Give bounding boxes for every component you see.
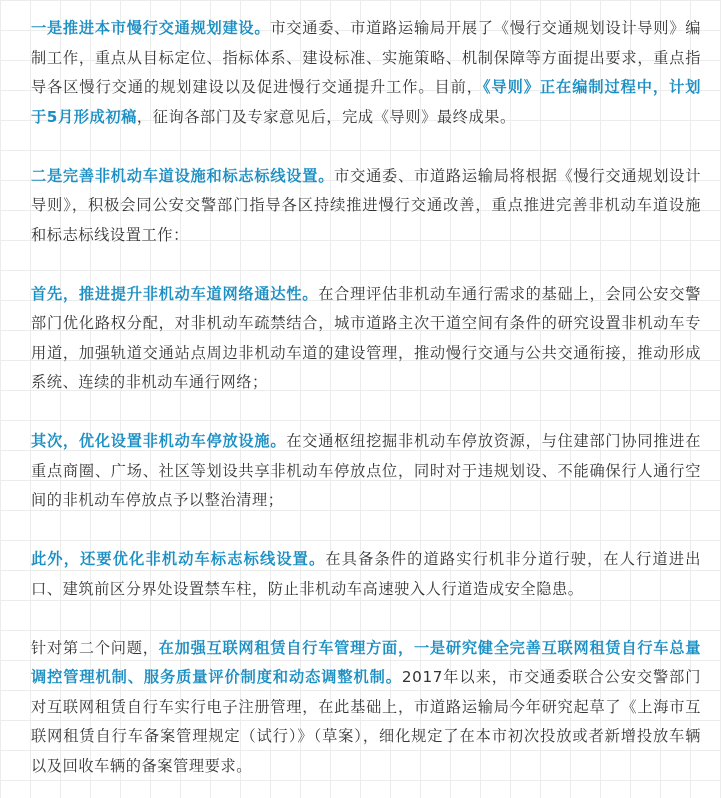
paragraph-gap — [31, 398, 701, 428]
paragraph-signs-markings — [31, 545, 701, 604]
body-text: 针对第二个问题， — [31, 638, 159, 657]
body-text: 2017年以来，市交通委联合公安交警部门对互联网租赁自行车实行电子注册管理，在此基础上，市道路运输局今年研究起草了《上海市互联网租赁自行车备案管理规定（试行）》（草案），细化规定了在本市初次投放或者新增投放车辆以及回收车辆的备案管理要求。 — [31, 668, 701, 775]
highlight-text: 一是推进本市慢行交通规划建设。 — [31, 19, 271, 37]
body-text: 市交通委、市道路运输局将根据《慢行交通规划设计导则》，积极会同公安交警部门指导各区持续推进慢行交通改善，重点推进完善非机动车道设施和标志标线设置工作： — [31, 166, 701, 244]
body-text: 在合理评估非机动车通行需求的基础上，会同公安交警部门优化路权分配，对非机动车疏禁结合，城市道路主次干道空间有条件的研究设置非机动车专用道，加强轨道交通站点周边非机动车道的建设管理，推动慢行交通与公共交通衔接，推动形成系统、连续的非机动车通行网络； — [31, 284, 701, 391]
body-text: 在交通枢纽挖掘非机动车停放资源，与住建部门协同推进在重点商圈、广场、社区等划设共享非机动车停放点位，同时对于违规划设、不能确保行人通行空间的非机动车停放点予以整治清理； — [31, 432, 701, 509]
paragraph-gap — [31, 250, 701, 280]
highlight-text: 其次，优化设置非机动车停放设施。 — [31, 432, 287, 450]
paragraph-bike-sharing-management — [31, 634, 701, 782]
paragraph-slow-traffic-planning — [31, 14, 701, 132]
paragraph-parking-facilities — [31, 427, 701, 516]
highlight-text: 二是完善非机动车道设施和标志标线设置。 — [31, 166, 335, 185]
body-text: 市交通委、市道路运输局开展了《慢行交通规划设计导则》编制工作，重点从目标定位、指标体系、建设标准、实施策略、机制保障等方面提出要求，重点指导各区慢行交通的规划建设以及促进慢行交通提升工作。目前， — [31, 19, 702, 96]
paragraph-gap — [31, 132, 701, 162]
body-text: 在具备条件的道路实行机非分道行驶，在人行道进出口、建筑前区分界处设置禁车柱，防止非机动车高速驶入人行道造成安全隐患。 — [31, 550, 701, 598]
highlight-text: 首先，推进提升非机动车道网络通达性。 — [31, 284, 319, 303]
paragraph-gap — [31, 604, 701, 634]
paragraph-network-connectivity — [31, 280, 701, 398]
body-text: ，征询各部门及专家意见后，完成《导则》最终成果。 — [136, 107, 516, 126]
paragraph-bike-lane-facilities — [31, 162, 701, 251]
paragraph-gap — [31, 516, 701, 546]
highlight-text: 在加强互联网租赁自行车管理方面，一是研究健全完善互联网租赁自行车总量调控管理机制、服务质量评价制度和动态调整机制。 — [31, 638, 701, 686]
highlight-text: 《导则》正在编制过程中，计划于5月形成初稿 — [31, 78, 701, 126]
highlight-text: 此外，还要优化非机动车标志标线设置。 — [31, 550, 326, 568]
